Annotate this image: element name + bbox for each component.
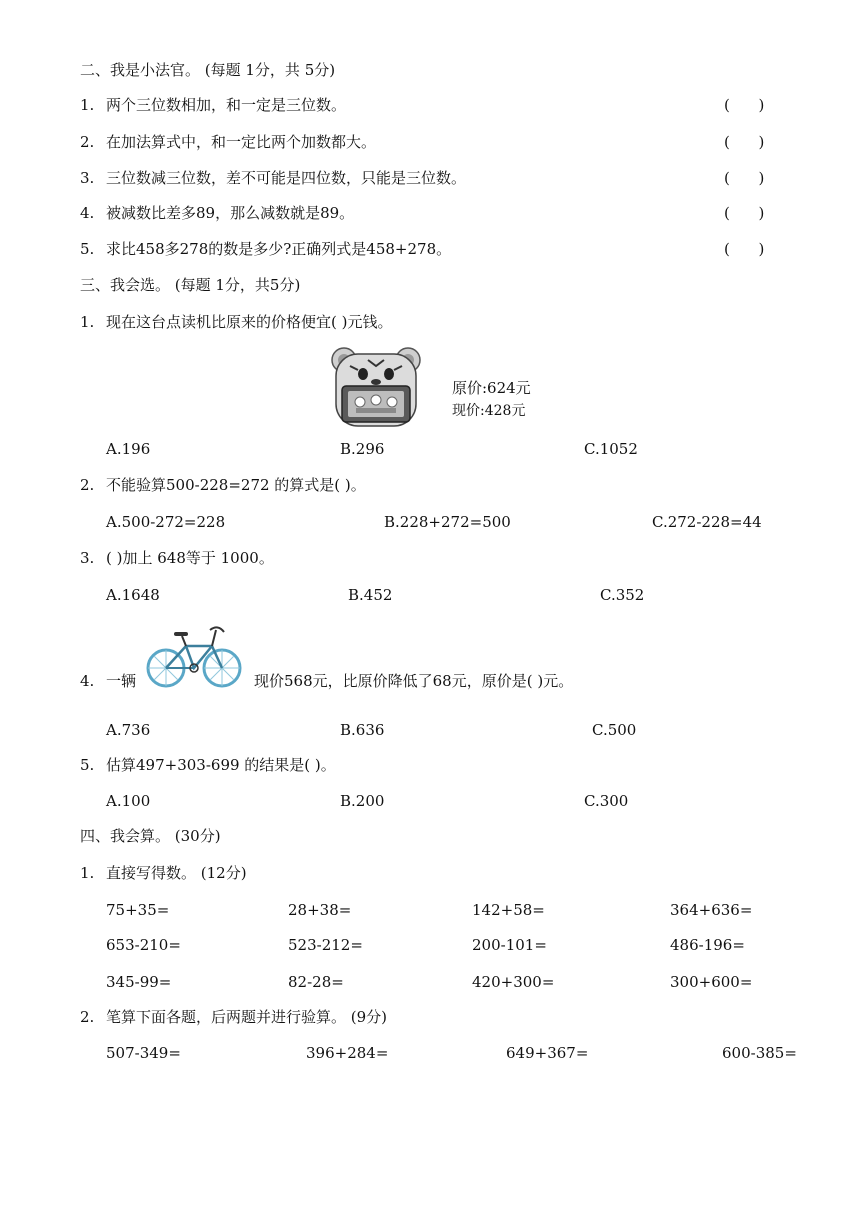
option-a[interactable]: A.100 [106,792,151,810]
item-text: 求比458多278的数是多少?正确列式是458+278。 [106,240,452,258]
written-calc-problem: 649+367= [506,1044,589,1062]
choice-question-2 [80,475,366,495]
item-number: 5. [80,240,95,258]
choice-question-3 [80,548,274,568]
section3-title: 三、我会选。 (每题 1分，共5分) [80,276,301,294]
option-a[interactable]: A.196 [106,440,151,458]
item-number: 2. [80,133,95,151]
question-text: 现在这台点读机比原来的价格便宜( )元钱。 [106,313,393,331]
original-price: 原价:624元 [452,379,531,397]
question-text: 笔算下面各题，后两题并进行验算。 (9分) [106,1008,388,1026]
question-prefix: 一辆 [106,672,137,690]
choice-question-1 [80,312,392,332]
judge-item-4 [80,203,354,223]
option-c[interactable]: C.500 [592,721,637,739]
option-c[interactable]: C.272-228=44 [652,513,762,531]
item-text: 在加法算式中，和一定比两个加数都大。 [106,133,377,151]
item-number: 1. [80,864,95,882]
answer-blank[interactable]: ( ) [724,204,765,222]
item-number: 1. [80,96,95,114]
written-calc-problem: 396+284= [306,1044,389,1062]
answer-blank[interactable]: ( ) [724,96,765,114]
mental-math-problem: 364+636= [670,901,753,919]
judge-item-5 [80,239,451,259]
written-calc-problem: 507-349= [106,1044,181,1062]
option-b[interactable]: B.452 [348,586,393,604]
item-number: 4. [80,672,95,690]
answer-blank[interactable]: ( ) [724,169,765,187]
mental-math-problem: 75+35= [106,901,170,919]
option-c[interactable]: C.352 [600,586,645,604]
question-text: ( )加上 648等于 1000。 [106,549,274,567]
mental-math-problem: 486-196= [670,936,745,954]
option-a[interactable]: A.500-272=228 [106,513,226,531]
calc-question-1 [80,863,247,883]
item-number: 5. [80,756,95,774]
bicycle-icon [146,622,242,690]
option-b[interactable]: B.636 [340,721,385,739]
section4-title: 四、我会算。 (30分) [80,827,221,845]
item-number: 3. [80,169,95,187]
tiger-reading-machine-icon [330,346,422,430]
mental-math-problem: 28+38= [288,901,352,919]
mental-math-problem: 200-101= [472,936,547,954]
mental-math-problem: 653-210= [106,936,181,954]
mental-math-problem: 300+600= [670,973,753,991]
option-b[interactable]: B.200 [340,792,385,810]
question-text: 不能验算500-228=272 的算式是( )。 [106,476,366,494]
choice-question-5 [80,755,336,775]
judge-item-3 [80,168,466,188]
question-text: 直接写得数。 (12分) [106,864,247,882]
option-a[interactable]: A.736 [106,721,151,739]
item-text: 三位数减三位数，差不可能是四位数，只能是三位数。 [106,169,467,187]
current-price: 现价:428元 [452,403,526,419]
mental-math-problem: 82-28= [288,973,344,991]
answer-blank[interactable]: ( ) [724,133,765,151]
option-c[interactable]: C.300 [584,792,629,810]
mental-math-problem: 142+58= [472,901,545,919]
written-calc-problem: 600-385= [722,1044,797,1062]
calc-question-2 [80,1007,387,1027]
choice-question-4 [80,671,136,691]
option-b[interactable]: B.296 [340,440,385,458]
mental-math-problem: 523-212= [288,936,363,954]
item-text: 被减数比差多89，那么减数就是89。 [106,204,355,222]
mental-math-problem: 420+300= [472,973,555,991]
item-number: 4. [80,204,95,222]
item-number: 3. [80,549,95,567]
option-b[interactable]: B.228+272=500 [384,513,511,531]
item-number: 2. [80,476,95,494]
item-number: 1. [80,313,95,331]
option-c[interactable]: C.1052 [584,440,638,458]
option-a[interactable]: A.1648 [106,586,160,604]
judge-item-2 [80,132,376,152]
mental-math-problem: 345-99= [106,973,172,991]
item-number: 2. [80,1008,95,1026]
answer-blank[interactable]: ( ) [724,240,765,258]
question-text: 现价568元，比原价降低了68元，原价是( )元。 [254,672,574,690]
question-text: 估算497+303-699 的结果是( )。 [106,756,336,774]
item-text: 两个三位数相加，和一定是三位数。 [106,96,347,114]
section2-title: 二、我是小法官。 (每题 1分，共 5分) [80,61,336,79]
judge-item-1 [80,95,346,115]
